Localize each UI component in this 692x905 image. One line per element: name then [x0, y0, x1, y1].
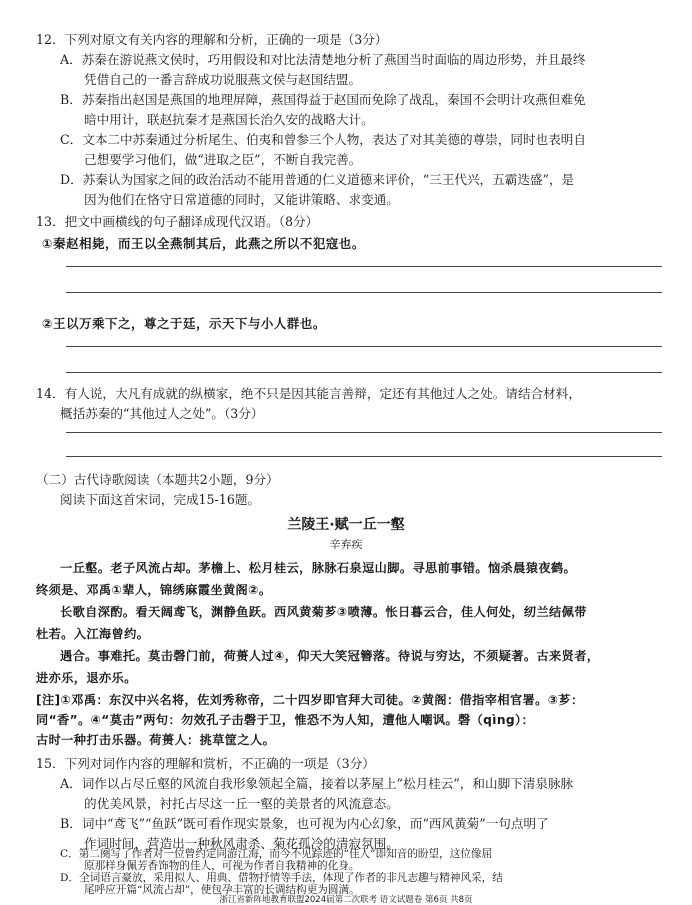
q15-option-c: C．第二阕写了作者对一位曾约定同游江海，而今不见踪迹的“佳人”即知音的盼望，这位像屈: [60, 848, 493, 860]
poem-note: 同“香”。④“莫击”两句：勿效孔子击磬于卫，惟恐不为人知，遭他人嘲讽。磬（qìng）：: [36, 713, 535, 727]
poem-line: 杜若。入江海曾约。: [36, 627, 150, 641]
q12-option-c: C．文本二中苏秦通过分析尾生、伯夷和曾参三个人物，表达了对其美德的尊崇，同时也表明自: [60, 132, 586, 147]
answer-line: [66, 292, 662, 293]
q12-option-b-cont: 暗中用计，联赵抗秦才是燕国长治久安的战略大计。: [84, 112, 374, 127]
q12-option-a-cont: 凭借自己的一番言辞成功说服燕文侯与赵国结盟。: [84, 72, 362, 87]
poem-line: 进亦乐，退亦乐。: [36, 671, 137, 685]
q12-option-d-cont: 因为他们在恪守日常道德的同时，又能讲策略、求变通。: [84, 192, 399, 207]
poem-line: 一丘壑。老子风流占却。茅檐上、松月桂云，脉脉石泉逗山脚。寻思前事错。恼杀晨猿夜鹤。: [60, 561, 577, 575]
q15-option-d: D．全词语言豪放，采用拟人、用典、借物抒情等手法，体现了作者的非凡志趣与精神风采，结: [60, 872, 503, 884]
q15-option-a-cont: 的优美风景，衬托占尽这一丘一壑的美景者的风流意态。: [84, 796, 399, 811]
poem-title: 兰陵王·赋一丘一壑: [287, 517, 405, 533]
page-footer: 浙江省新阵地教育联盟2024届第二次联考 语文试题卷 第6页 共8页: [219, 895, 473, 905]
q12-option-d: D．苏秦认为国家之间的政治活动不能用普通的仁义道德来评价，“三王代兴，五霸迭盛”，是: [60, 172, 575, 187]
q15-option-a: A．词作以占尽丘壑的风流自我形象领起全篇，接着以茅屋上“松月桂云”，和山脚下清泉脉脉: [60, 776, 574, 791]
poem-line: 遇合。事难托。莫击磬门前，荷蒉人过④，仰天大笑冠簪落。待说与穷达，不须疑著。古来贤者，: [60, 649, 600, 663]
answer-line: [66, 432, 662, 433]
q14-stem: 14．有人说，大凡有成就的纵横家，绝不只是因其能言善辩，定还有其他过人之处。请结合材料，: [36, 386, 581, 401]
section-instruction: 阅读下面这首宋词，完成15-16题。: [60, 492, 261, 507]
poem-line: 长歌自深酌。看天阔鸢飞，渊静鱼跃。西风黄菊芗③喷薄。怅日暮云合，佳人何处，纫兰结佩带: [60, 605, 587, 619]
q13-sentence-1: ①秦赵相毙，而王以全燕制其后，此燕之所以不犯寇也。: [42, 236, 365, 251]
poem-note: [注]①邓禹：东汉中兴名将，佐刘秀称帝，二十四岁即官拜大司徒。②黄阁：借指宰相官署。③芗：: [36, 693, 584, 707]
q12-option-a: A．苏秦在游说燕文侯时，巧用假设和对比法清楚地分析了燕国当时面临的周边形势，并且最终: [60, 52, 586, 67]
answer-line: [66, 346, 662, 347]
q14-stem-cont: 概括苏秦的“其他过人之处”。（3分）: [60, 406, 264, 421]
poem-note: 古时一种打击乐器。荷蒉人：挑草筐之人。: [36, 733, 276, 747]
q15-stem: 15．下列对词作内容的理解和赏析，不正确的一项是（3分）: [36, 756, 375, 771]
answer-line: [66, 372, 662, 373]
q15-option-b-cont: 作词时间，营造出一种秋风肃杀、菊花孤冷的清寂氛围。: [84, 836, 399, 851]
q12-option-c-cont: 己想要学习他们，做“进取之臣”，不断自我完善。: [84, 152, 362, 167]
answer-line: [66, 266, 662, 267]
q13-sentence-2: ②王以万乘下之，尊之于廷，示天下与小人群也。: [42, 316, 326, 331]
q13-stem: 13．把文中画横线的句子翻译成现代汉语。（8分）: [36, 214, 319, 229]
answer-line: [66, 456, 662, 457]
q15-option-c-cont: 原那样身佩芳香饰物的佳人，可视为作者自我精神的化身。: [84, 860, 360, 872]
poem-author: 辛弃疾: [329, 538, 363, 551]
section-heading: （二）古代诗歌阅读（本题共2小题，9分）: [36, 472, 279, 487]
q15-option-d-cont: 尾呼应开篇“风流占却”，使包孕丰富的长调结构更为圆满。: [84, 884, 360, 896]
q12-stem: 12．下列对原文有关内容的理解和分析，正确的一项是（3分）: [36, 32, 388, 47]
q12-option-b: B．苏秦指出赵国是燕国的地理屏障，燕国得益于赵国而免除了战乱，秦国不会明计攻燕但难免: [60, 92, 586, 107]
q15-option-b: B．词中“鸢飞”“鱼跃”既可看作现实景象，也可视为内心幻象，而“西风黄菊”一句点明了: [60, 816, 549, 831]
poem-line: 终须是、邓禹①辈人，锦绣麻霞坐黄阁②。: [36, 583, 272, 597]
